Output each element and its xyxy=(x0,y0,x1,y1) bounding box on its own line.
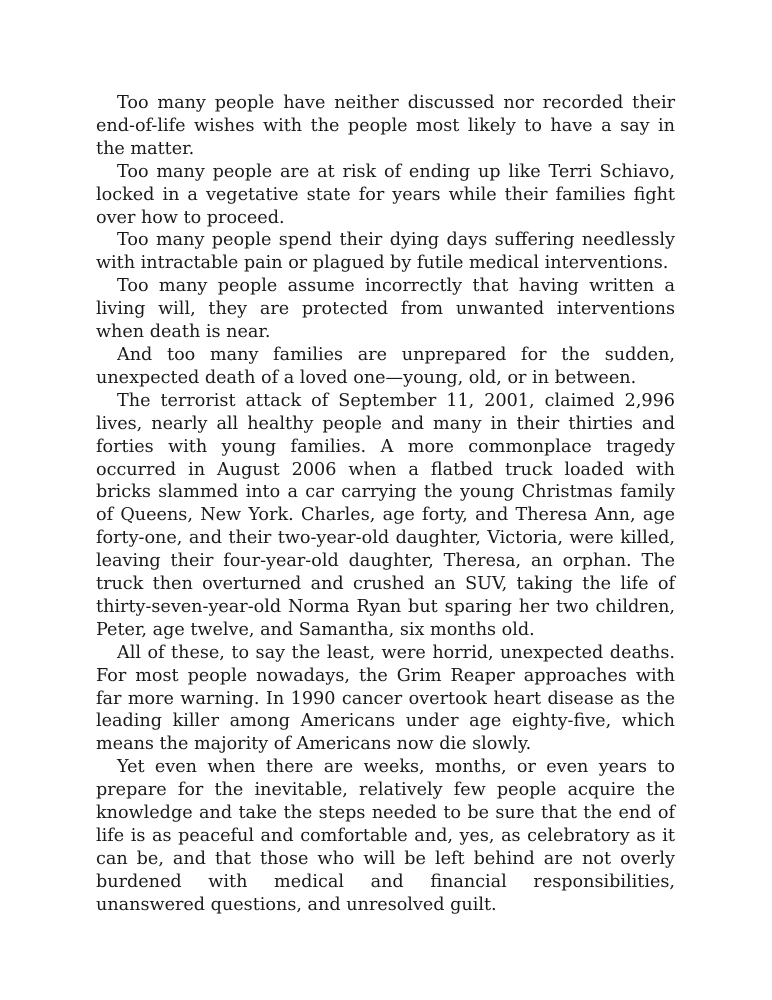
paragraph-2: Too many people are at risk of ending up like Terri Schiavo, locked in a vegetative state for years while their families fight over how to proceed. xyxy=(96,161,675,228)
paragraph-7: All of these, to say the least, were horrid, unexpected deaths. For most people nowadays, the Grim Reaper approaches with far more warning. In 1990 cancer overtook heart disease as the leading killer among Americans under age eighty-five, which means the majority of Americans now die slowly. xyxy=(96,642,675,755)
paragraph-6: The terrorist attack of September 11, 2001, claimed 2,996 lives, nearly all healthy people and many in their thirties and forties with young families. A more commonplace tragedy occurred in August 2006 when a flatbed truck loaded with bricks slammed into a car carrying the young Christmas family of Queens, New York. Charles, age forty, and Theresa Ann, age forty-one, and their two-year-old daughter, Victoria, were killed, leaving their four-year-old daughter, Theresa, an orphan. The truck then overturned and crushed an SUV, taking the life of thirty-seven-year-old Norma Ryan but sparing her two children, Peter, age twelve, and Samantha, six months old. xyxy=(96,390,675,640)
paragraph-4: Too many people assume incorrectly that having written a living will, they are protected from unwanted interventions when death is near. xyxy=(96,276,675,343)
paragraph-1: Too many people have neither discussed nor recorded their end-of-life wishes with the people most likely to have a say in the matter. xyxy=(96,93,675,159)
page-body xyxy=(96,92,675,917)
paragraph-3: Too many people spend their dying days suffering needlessly with intractable pain or plagued by futile medical interventions. xyxy=(96,230,675,274)
paragraph-8: Yet even when there are weeks, months, or even years to prepare for the inevitable, relatively few people acquire the knowledge and take the steps needed to be sure that the end of life is as peaceful and comfortable and, yes, as celebratory as it can be, and that those who will be left behind are not overly burdened with medical and financial responsibilities, unanswered questions, and unresolved guilt. xyxy=(96,757,675,915)
paragraph-5: And too many families are unprepared for the sudden, unexpected death of a loved one—young, old, or in between. xyxy=(96,344,675,388)
